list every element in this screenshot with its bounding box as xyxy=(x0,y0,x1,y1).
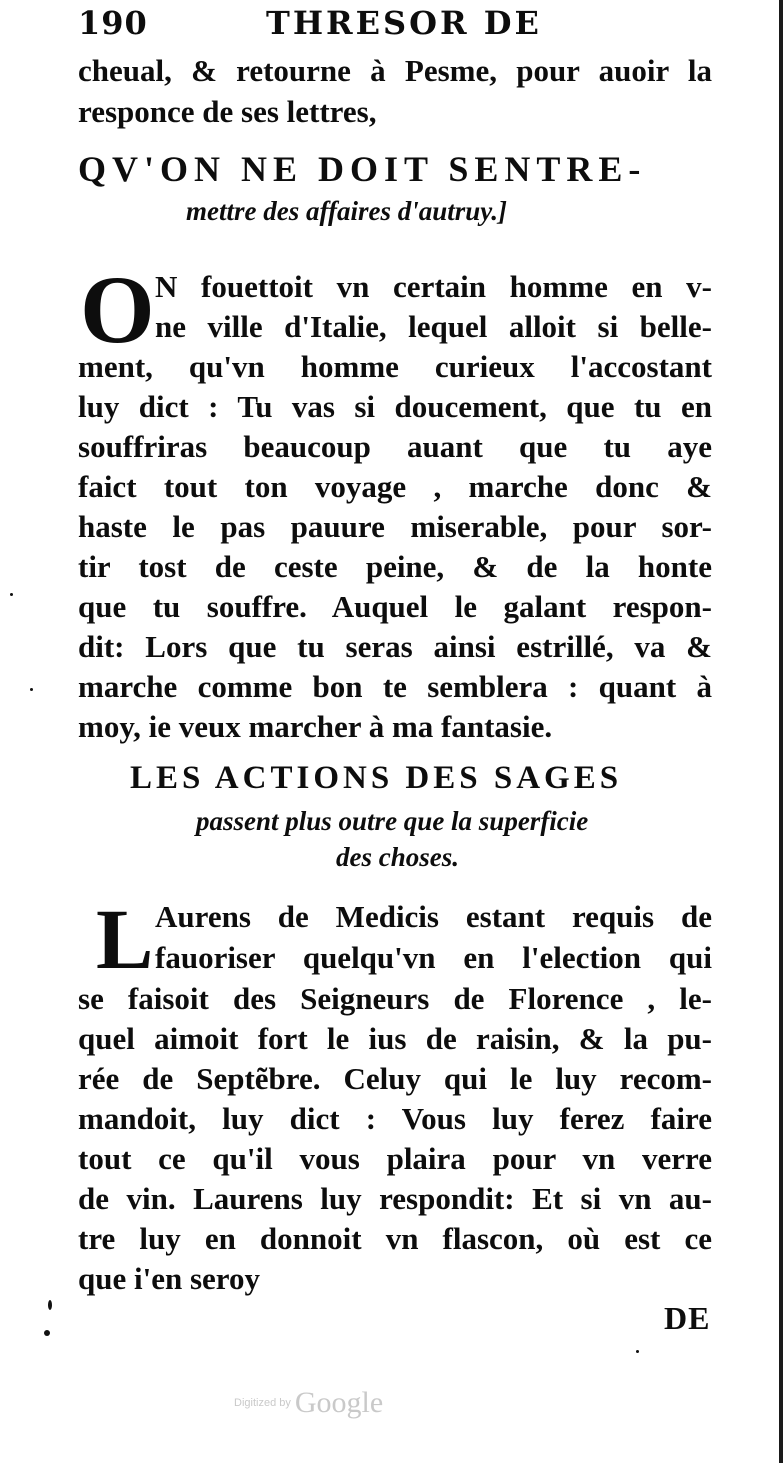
section2-line-3: se faisoit des Seigneurs de Florence , le- xyxy=(78,981,712,1016)
section1-subheading: mettre des affaires d'autruy.] xyxy=(186,196,507,226)
section1-line-4: luy dict : Tu vas si doucement, que tu en xyxy=(78,389,712,424)
running-head xyxy=(78,4,718,50)
section1-line-3: ment, qu'vn homme curieux l'accostant xyxy=(78,349,712,384)
watermark-brand: Google xyxy=(294,1386,384,1419)
section1-line-5: souffriras beaucoup auant que tu aye xyxy=(78,429,712,464)
section2-heading: LES ACTIONS DES SAGES xyxy=(130,760,623,796)
page-number: 190 xyxy=(78,4,148,42)
running-title: THRESOR DE xyxy=(266,4,542,42)
section2-subheading-line-2: des choses. xyxy=(336,842,459,872)
section2-line-5: rée de Septẽbre. Celuy qui le luy recom- xyxy=(78,1061,712,1096)
section2-dropcap: L xyxy=(96,891,154,987)
digitized-watermark xyxy=(234,1386,383,1426)
section1-heading: QV'ON NE DOIT SENTRE- xyxy=(78,149,647,189)
scan-speck xyxy=(10,593,13,596)
section1-line-12: moy, ie veux marcher à ma fantasie. xyxy=(78,709,553,744)
section1-line-6: faict tout ton voyage , marche donc & xyxy=(78,469,712,504)
section2-line-9: tre luy en donnoit vn flascon, où est ce xyxy=(78,1221,712,1256)
catchword: DE xyxy=(664,1300,711,1336)
section2-line-2: fauoriser quelqu'vn en l'election qui xyxy=(155,940,712,975)
page-edge-shadow xyxy=(779,0,783,1463)
section2-line-4: quel aimoit fort le ius de raisin, & la pu- xyxy=(78,1021,712,1056)
scan-speck xyxy=(48,1300,52,1310)
intro-line-1: cheual, & retourne à Pesme, pour auoir la xyxy=(78,53,712,88)
intro-line-2: responce de ses lettres, xyxy=(78,94,377,129)
section2-line-10: que i'en seroy xyxy=(78,1261,260,1296)
section1-line-11: marche comme bon te semblera : quant à xyxy=(78,669,712,704)
section1-line-1: N fouettoit vn certain homme en v- xyxy=(155,269,712,304)
section2-line-7: tout ce qu'il vous plaira pour vn verre xyxy=(78,1141,712,1176)
section1-line-7: haste le pas pauure miserable, pour sor- xyxy=(78,509,712,544)
scan-speck xyxy=(636,1350,639,1353)
section1-line-10: dit: Lors que tu seras ainsi estrillé, va & xyxy=(78,629,712,664)
scan-speck xyxy=(30,688,33,691)
section2-subheading-line-1: passent plus outre que la superficie xyxy=(196,806,589,836)
section1-line-8: tir tost de ceste peine, & de la honte xyxy=(78,549,712,584)
section2-line-8: de vin. Laurens luy respondit: Et si vn au- xyxy=(78,1181,712,1216)
watermark-prefix: Digitized by xyxy=(234,1397,291,1409)
scan-speck xyxy=(44,1330,50,1336)
section1-dropcap: O xyxy=(80,256,155,363)
section2-line-1: Aurens de Medicis estant requis de xyxy=(155,899,712,934)
section1-line-9: que tu souffre. Auquel le galant respon- xyxy=(78,589,712,624)
section1-line-2: ne ville d'Italie, lequel alloit si belle- xyxy=(155,309,712,344)
section2-line-6: mandoit, luy dict : Vous luy ferez faire xyxy=(78,1101,712,1136)
